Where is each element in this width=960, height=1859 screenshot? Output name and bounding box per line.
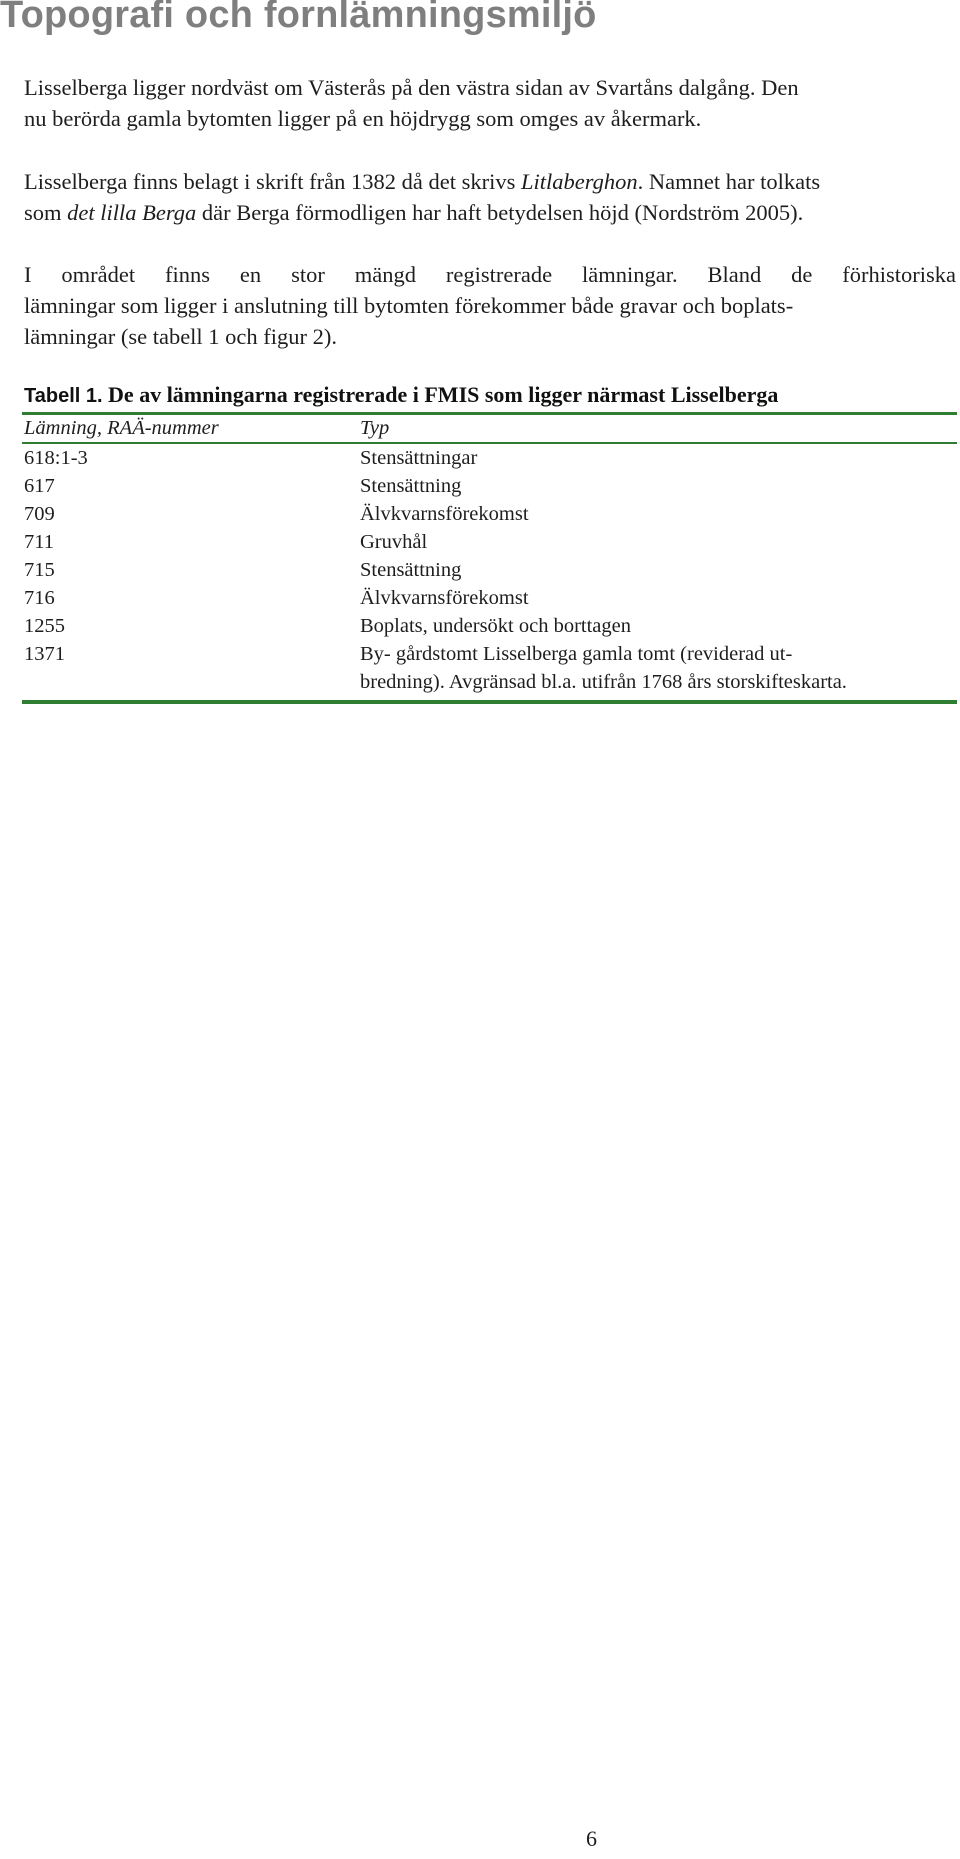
cell-type [360, 640, 950, 696]
paragraph-line: lämningar som ligger i anslutning till bytomten förekommer både gravar och boplats- [24, 293, 794, 318]
cell-type: Stensättningar [360, 447, 478, 469]
table-caption-text: De av lämningarna registrerade i FMIS som ligger närmast Lisselberga [102, 382, 779, 407]
cell-type: Stensättning [360, 475, 462, 497]
text-run: . Namnet har tolkats [637, 169, 821, 194]
table-row [24, 528, 956, 556]
italic-name: det lilla Berga [67, 200, 197, 225]
table-header-row [24, 414, 956, 442]
cell-type: Älvkvarnsförekomst [360, 503, 529, 525]
paragraph-line: Lisselberga ligger nordväst om Västerås på den västra sidan av Svartåns dalgång. Den [24, 75, 799, 100]
header-col-type: Typ [360, 417, 390, 439]
page-heading: Topografi och fornlämningsmiljö [0, 0, 597, 36]
table-row [24, 584, 956, 612]
table-body [24, 444, 956, 696]
cell-type-line: bredning). Avgränsad bl.a. utifrån 1768 års storskifteskarta. [360, 671, 847, 693]
text-run: Lisselberga finns belagt i skrift från 1382 då det skrivs [24, 169, 521, 194]
text-run: där Berga förmodligen har haft betydelsen höjd (Nordström 2005). [196, 200, 804, 225]
cell-id: 709 [24, 503, 55, 525]
cell-type-line: By- gårdstomt Lisselberga gamla tomt (reviderad ut- [360, 643, 793, 665]
table-caption [24, 382, 778, 408]
table-row [24, 640, 956, 696]
paragraph-location [24, 72, 956, 134]
cell-type: Stensättning [360, 559, 462, 581]
cell-id: 715 [24, 559, 55, 581]
paragraph-line: I området finns en stor mängd registrerade lämningar. Bland de förhistoriska [24, 262, 956, 287]
table-row [24, 500, 956, 528]
header-col-id: Lämning, RAÄ-nummer [24, 417, 219, 439]
page-number: 6 [586, 1826, 597, 1851]
table-row [24, 444, 956, 472]
cell-type: Boplats, undersökt och borttagen [360, 615, 632, 637]
remains-table [24, 414, 956, 694]
paragraph-line: nu berörda gamla bytomten ligger på en höjdrygg som omges av åkermark. [24, 106, 702, 131]
cell-id: 711 [24, 531, 54, 553]
cell-id: 1371 [24, 643, 65, 665]
cell-id: 617 [24, 475, 55, 497]
text-run: som [24, 200, 68, 225]
paragraph-name-history [24, 166, 956, 228]
paragraph-remains [24, 259, 956, 352]
cell-id: 1255 [24, 615, 65, 637]
table-bottom-rule [22, 700, 957, 704]
cell-type: Gruvhål [360, 531, 428, 553]
paragraph-line [24, 197, 956, 228]
table-row [24, 612, 956, 640]
cell-id: 716 [24, 587, 55, 609]
italic-name: Litlaberghon [520, 169, 638, 194]
cell-id: 618:1-3 [24, 447, 88, 469]
table-caption-label: Tabell 1. [24, 385, 103, 407]
paragraph-line [24, 166, 956, 197]
paragraph-line: lämningar (se tabell 1 och figur 2). [24, 324, 338, 349]
table-row [24, 472, 956, 500]
table-row [24, 556, 956, 584]
cell-type: Älvkvarnsförekomst [360, 587, 529, 609]
